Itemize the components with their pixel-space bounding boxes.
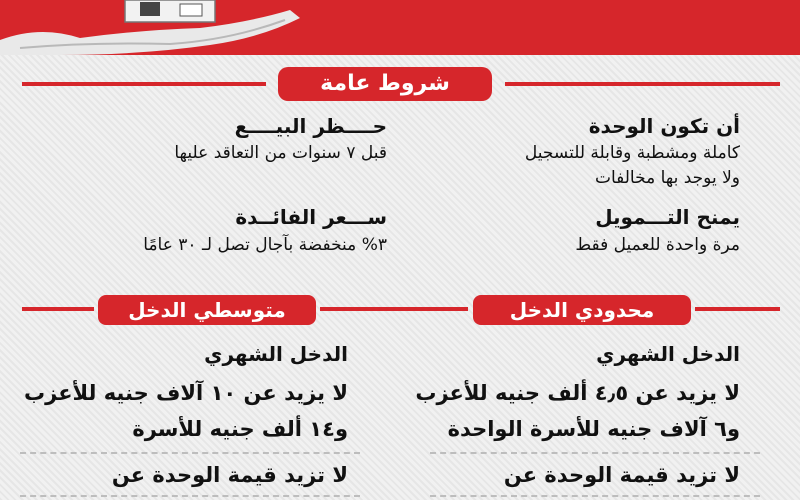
unit-value-line: لا تزيد قيمة الوحدة عن <box>503 463 740 487</box>
dashed-divider <box>20 452 360 454</box>
condition-line: مرة واحدة للعميل فقط <box>575 235 740 255</box>
low-income-title: محدودي الدخل <box>473 295 691 325</box>
divider-middle <box>320 307 468 311</box>
income-label: الدخل الشهري <box>204 342 348 366</box>
condition-heading: أن تكون الوحدة <box>588 114 740 138</box>
general-conditions-title: شروط عامة <box>278 67 492 101</box>
condition-line: قبل ٧ سنوات من التعاقد عليها <box>174 143 387 163</box>
divider-left-small <box>22 307 94 311</box>
income-line: و٦ آلاف جنيه للأسرة الواحدة <box>447 417 740 441</box>
divider-right <box>505 82 780 86</box>
income-line: لا يزيد عن ٤٫٥ ألف جنيه للأعزب <box>415 381 740 405</box>
divider-left <box>22 82 266 86</box>
condition-heading: ســـعر الفائــدة <box>235 205 387 229</box>
income-line: و١٤ ألف جنيه للأسرة <box>132 417 348 441</box>
unit-value-line: لا تزيد قيمة الوحدة عن <box>111 463 348 487</box>
income-line: لا يزيد عن ١٠ آلاف جنيه للأعزب <box>24 381 348 405</box>
condition-heading: يمنح التـــمويل <box>595 205 740 229</box>
condition-line: ولا يوجد بها مخالفات <box>594 168 740 188</box>
condition-line: كاملة ومشطبة وقابلة للتسجيل <box>524 143 740 163</box>
dashed-divider <box>430 452 760 454</box>
dashed-divider <box>20 495 360 497</box>
income-label: الدخل الشهري <box>596 342 740 366</box>
condition-line: ٣% منخفضة بآجال تصل لـ ٣٠ عامًا <box>143 235 387 255</box>
hand-house-illustration <box>0 0 300 55</box>
divider-right-small <box>695 307 780 311</box>
dashed-divider <box>430 495 760 497</box>
condition-heading: حــــظر البيــــع <box>234 114 387 138</box>
middle-income-title: متوسطي الدخل <box>98 295 316 325</box>
